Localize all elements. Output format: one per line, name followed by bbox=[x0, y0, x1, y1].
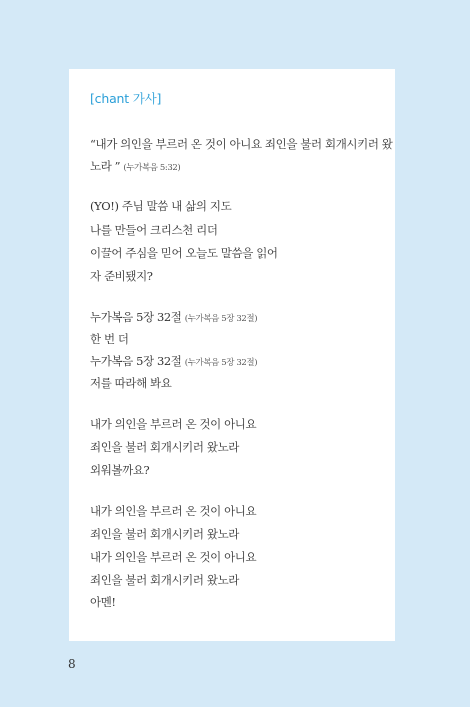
lyric-line-small: (누가복음 5장 32절) bbox=[184, 314, 258, 324]
lyric-line bbox=[90, 310, 257, 326]
lyric-line: 죄인을 불러 회개시키러 왔노라 bbox=[90, 440, 239, 454]
lyric-line-text: 누가복음 5장 32절 bbox=[90, 310, 182, 324]
verse-line: “내가 의인을 부르러 온 것이 아니요 죄인을 불러 회개시키러 왔 bbox=[90, 137, 393, 151]
section-heading: [chant 가사] bbox=[90, 91, 162, 106]
lyric-line-text: 누가복음 5장 32절 bbox=[90, 354, 182, 368]
lyric-line: 내가 의인을 부르러 온 것이 아니요 bbox=[90, 550, 257, 564]
verse-reference: (누가복음 5:32) bbox=[123, 163, 181, 173]
verse-line bbox=[90, 159, 180, 175]
lyrics-card bbox=[69, 69, 395, 641]
page-number: 8 bbox=[68, 657, 76, 671]
lyric-line: 죄인을 불러 회개시키러 왔노라 bbox=[90, 573, 239, 587]
verse-line-text: 노라 ” bbox=[90, 159, 121, 173]
lyric-line: (YO!) 주님 말씀 내 삶의 지도 bbox=[90, 199, 232, 213]
lyric-line bbox=[90, 354, 257, 370]
lyric-line: 외워볼까요? bbox=[90, 463, 150, 477]
lyric-line: 내가 의인을 부르러 온 것이 아니요 bbox=[90, 417, 257, 431]
lyric-line: 자 준비됐지? bbox=[90, 269, 153, 283]
lyric-line: 죄인을 불러 회개시키러 왔노라 bbox=[90, 527, 239, 541]
lyric-line-small: (누가복음 5장 32절) bbox=[184, 358, 258, 368]
lyric-line: 한 번 더 bbox=[90, 332, 129, 346]
lyric-line: 내가 의인을 부르러 온 것이 아니요 bbox=[90, 504, 257, 518]
lyric-line: 저를 따라해 봐요 bbox=[90, 376, 172, 390]
lyric-line: 이끌어 주심을 믿어 오늘도 말씀을 읽어 bbox=[90, 246, 278, 260]
lyric-line: 나를 만들어 크리스천 리더 bbox=[90, 223, 218, 237]
lyric-line: 아멘! bbox=[90, 595, 116, 609]
